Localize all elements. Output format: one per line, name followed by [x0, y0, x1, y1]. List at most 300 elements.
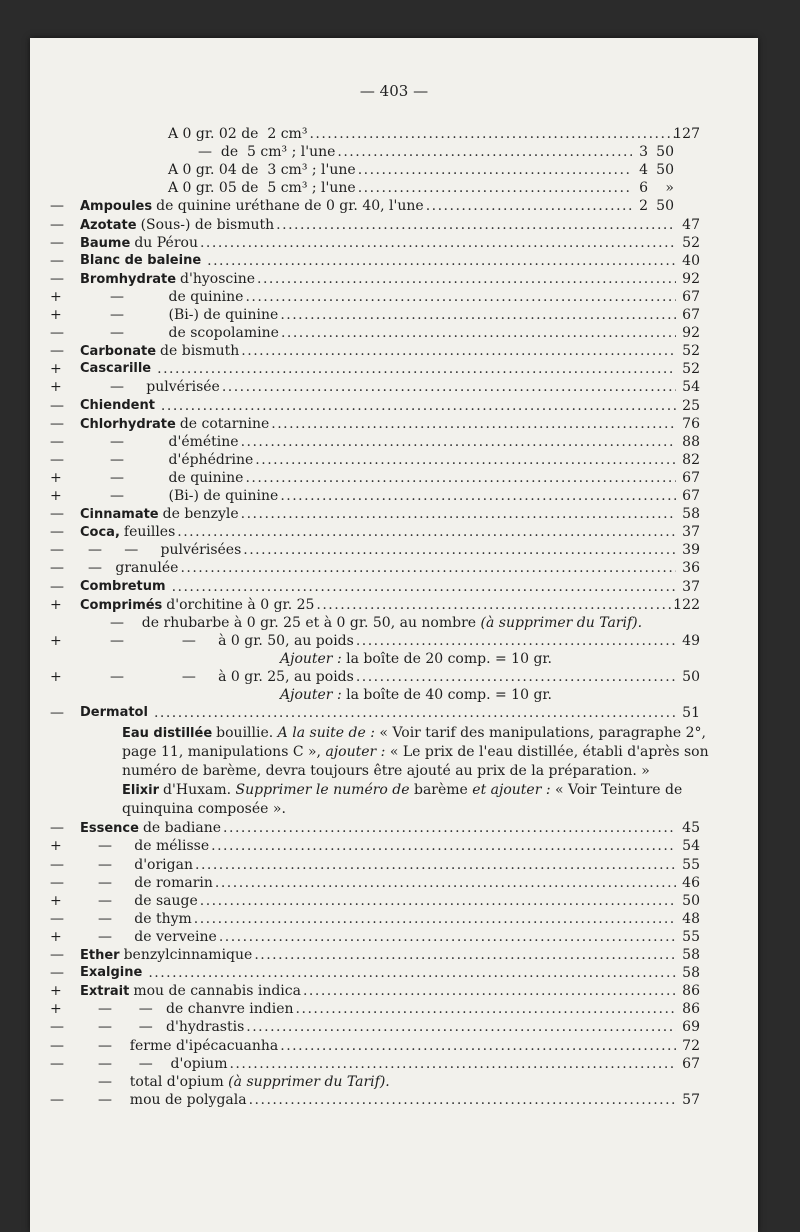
- entry-label: [110, 615, 642, 631]
- status-sign: —: [50, 910, 64, 927]
- entry-text: — d'éphédrine: [110, 451, 254, 468]
- entry-text: la boîte de 40 comp. = 10 gr.: [346, 687, 553, 704]
- italic-note: (à supprimer du Tarif).: [223, 1073, 390, 1090]
- list-item: [30, 1092, 758, 1110]
- entry-label: [80, 198, 424, 214]
- list-item: [30, 506, 758, 524]
- list-item: [30, 893, 758, 911]
- entry-keyword: Combretum: [80, 578, 166, 594]
- list-item: [30, 669, 758, 687]
- status-sign: —: [50, 216, 64, 233]
- entry-keyword: Essence: [80, 821, 139, 837]
- dot-leader: [207, 253, 676, 271]
- status-sign: —: [50, 820, 64, 837]
- document-page: [30, 38, 758, 1232]
- entry-text: — de 5 cm³ ; l'une: [198, 144, 336, 161]
- dot-leader: [296, 1001, 676, 1019]
- page-reference: 37: [682, 578, 700, 595]
- entry-label: [98, 838, 209, 854]
- entry-keyword: Azotate: [80, 217, 137, 233]
- dot-leader: [280, 1038, 676, 1056]
- page-reference: 55: [682, 856, 700, 873]
- list-item: [30, 947, 758, 965]
- list-item: [30, 820, 758, 838]
- entry-text: A 0 gr. 04 de 3 cm³ ; l'une: [168, 162, 356, 179]
- dot-leader: [356, 633, 676, 651]
- dot-leader: [337, 144, 632, 162]
- entry-keyword: Exalgine: [80, 965, 143, 981]
- dot-leader: [229, 1056, 676, 1074]
- list-item: [30, 379, 758, 397]
- list-item: [30, 289, 758, 307]
- entry-label: [280, 651, 552, 667]
- entry-label: [80, 217, 274, 233]
- list-item: [30, 470, 758, 488]
- list-item: [30, 398, 758, 416]
- dot-leader: [257, 271, 676, 289]
- entry-label: [98, 911, 192, 927]
- italic-note: ajouter :: [325, 744, 390, 761]
- entry-keyword: Chiendent: [80, 397, 155, 413]
- dot-leader: [241, 434, 676, 452]
- status-sign: +: [50, 361, 62, 378]
- page-reference: 58: [682, 506, 700, 523]
- status-sign: —: [50, 560, 64, 577]
- entry-text: — — à 0 gr. 25, au poids: [110, 669, 354, 685]
- status-sign: +: [50, 669, 62, 685]
- entry-label: [80, 524, 175, 540]
- entry-text: — de romarin: [98, 874, 213, 891]
- dot-leader: [281, 325, 676, 343]
- page-reference: 88: [682, 433, 700, 450]
- entry-label: [110, 470, 243, 486]
- entry-text: — (Bi-) de quinine: [110, 307, 279, 323]
- list-item: [30, 524, 758, 542]
- dot-leader: [180, 560, 676, 578]
- page-reference: 52: [682, 234, 700, 251]
- entry-text: — de verveine: [98, 928, 217, 945]
- entry-text: A 0 gr. 05 de 5 cm³ ; l'une: [168, 180, 356, 197]
- page-reference: 46: [682, 874, 700, 891]
- dot-leader: [316, 597, 676, 615]
- list-item: [30, 198, 758, 216]
- dot-leader: [303, 983, 676, 1001]
- entry-label: [80, 506, 239, 522]
- list-item: [30, 1019, 758, 1037]
- page-reference: 48: [682, 910, 700, 927]
- entry-text: d'Huxam.: [163, 782, 236, 799]
- entry-label: [80, 983, 301, 999]
- dot-leader: [154, 705, 676, 723]
- entry-text: — (Bi-) de quinine: [110, 488, 279, 504]
- dot-leader: [148, 965, 676, 983]
- entry-keyword: Dermatol: [80, 705, 148, 721]
- entry-label: [98, 857, 193, 873]
- entry-text: de cotarnine: [179, 415, 270, 432]
- page-reference: 92: [682, 325, 700, 342]
- status-sign: +: [50, 307, 62, 323]
- entry-keyword: Cinnamate: [80, 507, 159, 523]
- price-centimes: 50: [656, 162, 674, 179]
- entry-label: [80, 271, 255, 287]
- status-sign: —: [50, 965, 64, 982]
- list-item: [30, 1038, 758, 1056]
- entry-keyword: Eau distillée: [122, 726, 213, 742]
- status-sign: +: [50, 838, 62, 855]
- list-item: [30, 325, 758, 343]
- entry-label: [80, 579, 170, 594]
- entry-keyword: Blanc de baleine: [80, 252, 202, 268]
- status-sign: —: [50, 1037, 64, 1054]
- list-item: [30, 307, 758, 325]
- entry-text: — mou de polygala: [98, 1091, 247, 1108]
- page-reference: 67: [682, 307, 700, 323]
- status-sign: —: [50, 397, 64, 414]
- list-item: [30, 705, 758, 723]
- list-item: [30, 235, 758, 253]
- dot-leader: [246, 1019, 676, 1037]
- page-reference: 37: [682, 524, 700, 541]
- status-sign: +: [50, 288, 62, 305]
- dot-leader: [356, 669, 676, 687]
- page-reference: 36: [682, 560, 700, 577]
- status-sign: —: [50, 705, 64, 722]
- list-item: [30, 361, 758, 379]
- entry-label: [110, 669, 354, 685]
- entry-label: [110, 289, 243, 305]
- list-item: [30, 162, 758, 180]
- entry-label: [110, 307, 278, 323]
- paragraph-entry: [122, 781, 722, 819]
- price-centimes: 50: [656, 144, 674, 161]
- page-reference: 45: [682, 820, 700, 837]
- dot-leader: [358, 180, 632, 198]
- dot-leader: [271, 416, 676, 434]
- entry-text: bouillie.: [216, 725, 278, 742]
- list-item: [30, 875, 758, 893]
- entry-text: — de thym: [98, 910, 192, 927]
- page-reference: 52: [682, 343, 700, 360]
- status-sign: —: [50, 198, 64, 215]
- page-reference: 39: [682, 542, 700, 559]
- entry-label: [80, 597, 314, 613]
- page-reference: 122: [673, 596, 700, 613]
- dot-leader: [195, 857, 676, 875]
- status-sign: +: [50, 469, 62, 486]
- list-item: [30, 929, 758, 947]
- entry-text: de benzyle: [162, 506, 239, 523]
- entry-label: [110, 434, 239, 450]
- dot-leader: [241, 343, 676, 361]
- entry-label: [168, 180, 356, 196]
- dot-leader: [358, 162, 632, 180]
- entry-text: d'hyoscine: [180, 270, 256, 287]
- list-item: [30, 857, 758, 875]
- entry-keyword: Carbonate: [80, 344, 157, 360]
- entry-label: [80, 965, 146, 980]
- price-centimes: 50: [656, 198, 674, 215]
- entry-text: — de mélisse: [98, 838, 210, 855]
- status-sign: —: [50, 252, 64, 269]
- entry-text: — granulée: [88, 560, 179, 577]
- dot-leader: [243, 542, 676, 560]
- dot-leader: [177, 524, 676, 542]
- status-sign: —: [50, 524, 64, 541]
- price-francs: 2: [639, 198, 648, 215]
- status-sign: +: [50, 596, 62, 613]
- entry-text: — d'origan: [98, 856, 193, 873]
- list-item: [30, 633, 758, 651]
- entry-text: — — d'hydrastis: [98, 1019, 245, 1036]
- status-sign: —: [50, 343, 64, 360]
- entry-label: [80, 361, 155, 376]
- page-number: — 403 —: [359, 82, 429, 100]
- entry-text: feuilles: [123, 524, 176, 541]
- status-sign: +: [50, 983, 62, 1000]
- status-sign: —: [50, 325, 64, 342]
- page-reference: 50: [682, 669, 700, 685]
- dot-leader: [309, 126, 676, 144]
- status-sign: —: [50, 415, 64, 432]
- status-sign: —: [50, 234, 64, 251]
- entry-label: [88, 542, 241, 558]
- entry-text: mou de cannabis indica: [133, 983, 301, 1000]
- entry-text: barème: [414, 782, 473, 799]
- status-sign: +: [50, 379, 62, 396]
- list-item: [30, 597, 758, 615]
- entry-text: d'orchitine à 0 gr. 25: [166, 596, 315, 613]
- list-item: [30, 911, 758, 929]
- italic-note: Supprimer le numéro de: [235, 782, 414, 799]
- list-item: [30, 687, 758, 705]
- dot-leader: [222, 379, 676, 397]
- entry-keyword: Ampoules: [80, 199, 153, 215]
- italic-note: Ajouter :: [280, 687, 347, 704]
- status-sign: —: [50, 856, 64, 873]
- dot-leader: [249, 1092, 676, 1110]
- entry-label: [98, 1092, 247, 1108]
- list-item: [30, 488, 758, 506]
- dot-leader: [215, 875, 676, 893]
- status-sign: +: [50, 1001, 62, 1018]
- status-sign: +: [50, 632, 62, 649]
- list-item: [30, 180, 758, 198]
- entry-label: [98, 1038, 278, 1054]
- status-sign: —: [50, 506, 64, 523]
- entry-text: du Pérou: [134, 234, 198, 251]
- status-sign: —: [50, 1055, 64, 1072]
- entry-label: [98, 1019, 244, 1035]
- entry-text: benzylcinnamique: [123, 947, 253, 963]
- entry-text: « Le prix de l'eau distillée, établi d'après son numéro de barème, devra toujours être ajouté au prix de la préparation. »: [122, 744, 709, 780]
- list-item: [30, 217, 758, 235]
- list-item: [30, 1001, 758, 1019]
- price-francs: 3: [639, 144, 648, 161]
- entry-keyword: Cascarille: [80, 361, 152, 377]
- entry-text: — ferme d'ipécacuanha: [98, 1037, 279, 1054]
- list-item: [30, 983, 758, 1001]
- dot-leader: [280, 488, 676, 506]
- entry-text: — — d'opium: [98, 1055, 228, 1072]
- list-item: [30, 271, 758, 289]
- page-reference: 49: [682, 632, 700, 649]
- entry-text: de quinine uréthane de 0 gr. 40, l'une: [156, 198, 424, 215]
- list-item: [30, 452, 758, 470]
- dot-leader: [254, 947, 676, 965]
- entry-text: — de scopolamine: [110, 325, 279, 342]
- entry-label: [98, 1001, 294, 1017]
- entry-text: — de quinine: [110, 469, 244, 486]
- page-reference: 86: [682, 983, 700, 1000]
- dot-leader: [241, 506, 676, 524]
- list-item: [30, 838, 758, 856]
- page-reference: 82: [682, 451, 700, 468]
- page-reference: 72: [682, 1037, 700, 1054]
- page-reference: 76: [682, 415, 700, 432]
- entry-label: [80, 253, 205, 268]
- entry-text: — total d'opium: [98, 1073, 224, 1090]
- dot-leader: [157, 361, 676, 379]
- entry-label: [168, 126, 307, 142]
- status-sign: —: [50, 1091, 64, 1108]
- italic-note: (à supprimer du Tarif).: [476, 614, 643, 631]
- entry-label: [110, 452, 253, 468]
- entry-text: — pulvérisée: [110, 379, 220, 396]
- status-sign: +: [50, 488, 62, 504]
- dot-leader: [276, 217, 676, 235]
- status-sign: —: [50, 542, 64, 559]
- entry-text: de bismuth: [160, 343, 240, 360]
- page-reference: 52: [682, 361, 700, 378]
- list-item: [30, 1074, 758, 1092]
- entry-text: la boîte de 20 comp. = 10 gr.: [346, 650, 553, 667]
- entry-label: [168, 162, 356, 178]
- page-reference: 40: [682, 252, 700, 269]
- list-item: [30, 542, 758, 560]
- entry-text: — de sauge: [98, 892, 198, 909]
- list-item: [30, 144, 758, 162]
- entry-text: — — pulvérisées: [88, 542, 242, 559]
- entry-label: [80, 416, 269, 432]
- italic-note: A la suite de :: [277, 725, 380, 742]
- dot-leader: [161, 398, 676, 416]
- entry-label: [110, 379, 220, 395]
- entry-text: — de rhubarbe à 0 gr. 25 et à 0 gr. 50, au nombre: [110, 614, 477, 631]
- dot-leader: [255, 452, 676, 470]
- entry-label: [98, 1056, 227, 1072]
- entry-text: — d'émétine: [110, 433, 239, 450]
- list-item: [30, 615, 758, 633]
- list-item: [30, 126, 758, 144]
- dot-leader: [219, 929, 676, 947]
- dot-leader: [211, 838, 676, 856]
- page-reference: 25: [682, 397, 700, 414]
- entry-keyword: Bromhydrate: [80, 271, 177, 287]
- page-reference: 127: [673, 126, 700, 142]
- page-reference: 50: [682, 892, 700, 909]
- entry-text: — — de chanvre indien: [98, 1001, 294, 1018]
- entry-label: [198, 144, 335, 160]
- status-sign: —: [50, 578, 64, 595]
- entry-label: [280, 687, 552, 703]
- page-reference: 54: [682, 838, 700, 855]
- price-francs: 6: [639, 180, 648, 197]
- list-item: [30, 253, 758, 271]
- page-reference: 58: [682, 947, 700, 963]
- list-item: [30, 651, 758, 669]
- page-reference: 54: [682, 379, 700, 396]
- italic-note: et ajouter :: [472, 782, 556, 799]
- entry-label: [80, 343, 239, 359]
- status-sign: —: [50, 433, 64, 450]
- page-reference: 92: [682, 270, 700, 287]
- price-francs: 4: [639, 162, 648, 179]
- list-item: [30, 560, 758, 578]
- entry-label: [80, 398, 159, 413]
- dot-leader: [280, 307, 676, 325]
- entry-label: [98, 929, 217, 945]
- page-reference: 55: [682, 928, 700, 945]
- page-reference: 51: [682, 705, 700, 722]
- status-sign: —: [50, 874, 64, 891]
- dot-leader: [200, 235, 676, 253]
- list-item: [30, 416, 758, 434]
- status-sign: —: [50, 270, 64, 287]
- dot-leader: [245, 470, 676, 488]
- entry-label: [80, 947, 252, 963]
- entry-keyword: Ether: [80, 948, 120, 963]
- page-reference: 57: [682, 1091, 700, 1108]
- entry-label: [98, 893, 198, 909]
- page-reference: 69: [682, 1019, 700, 1036]
- entry-text: de badiane: [142, 820, 222, 837]
- entry-text: A 0 gr. 02 de 2 cm³: [168, 126, 308, 142]
- entry-keyword: Elixir: [122, 783, 160, 799]
- dot-leader: [245, 289, 676, 307]
- dot-leader: [426, 198, 632, 216]
- dot-leader: [194, 911, 676, 929]
- page-reference: 58: [682, 965, 700, 982]
- status-sign: —: [50, 451, 64, 468]
- entry-label: [80, 705, 152, 720]
- entry-label: [110, 488, 278, 504]
- list-item: [30, 579, 758, 597]
- list-item: [30, 965, 758, 983]
- page-reference: 86: [682, 1001, 700, 1018]
- status-sign: —: [50, 1019, 64, 1036]
- page-reference: 47: [682, 216, 700, 233]
- list-item: [30, 1056, 758, 1074]
- entry-text: — de quinine: [110, 288, 244, 305]
- entry-label: [88, 560, 178, 576]
- page-reference: 67: [682, 469, 700, 486]
- list-item: [30, 434, 758, 452]
- price-centimes: »: [665, 180, 674, 197]
- page-reference: 67: [682, 1055, 700, 1072]
- entry-label: [98, 875, 213, 891]
- italic-note: Ajouter :: [280, 650, 347, 667]
- entry-text: — — à 0 gr. 50, au poids: [110, 632, 354, 649]
- status-sign: —: [50, 947, 64, 963]
- entry-keyword: Baume: [80, 235, 131, 251]
- list-item: [30, 343, 758, 361]
- page-reference: 67: [682, 488, 700, 504]
- entry-text: « Voir tarif des manipulations, paragraphe 2°, page 11, manipulations C »,: [122, 725, 706, 761]
- paragraph-entry: [122, 724, 722, 781]
- dot-leader: [200, 893, 676, 911]
- entry-label: [110, 325, 279, 341]
- entry-label: [98, 1074, 390, 1090]
